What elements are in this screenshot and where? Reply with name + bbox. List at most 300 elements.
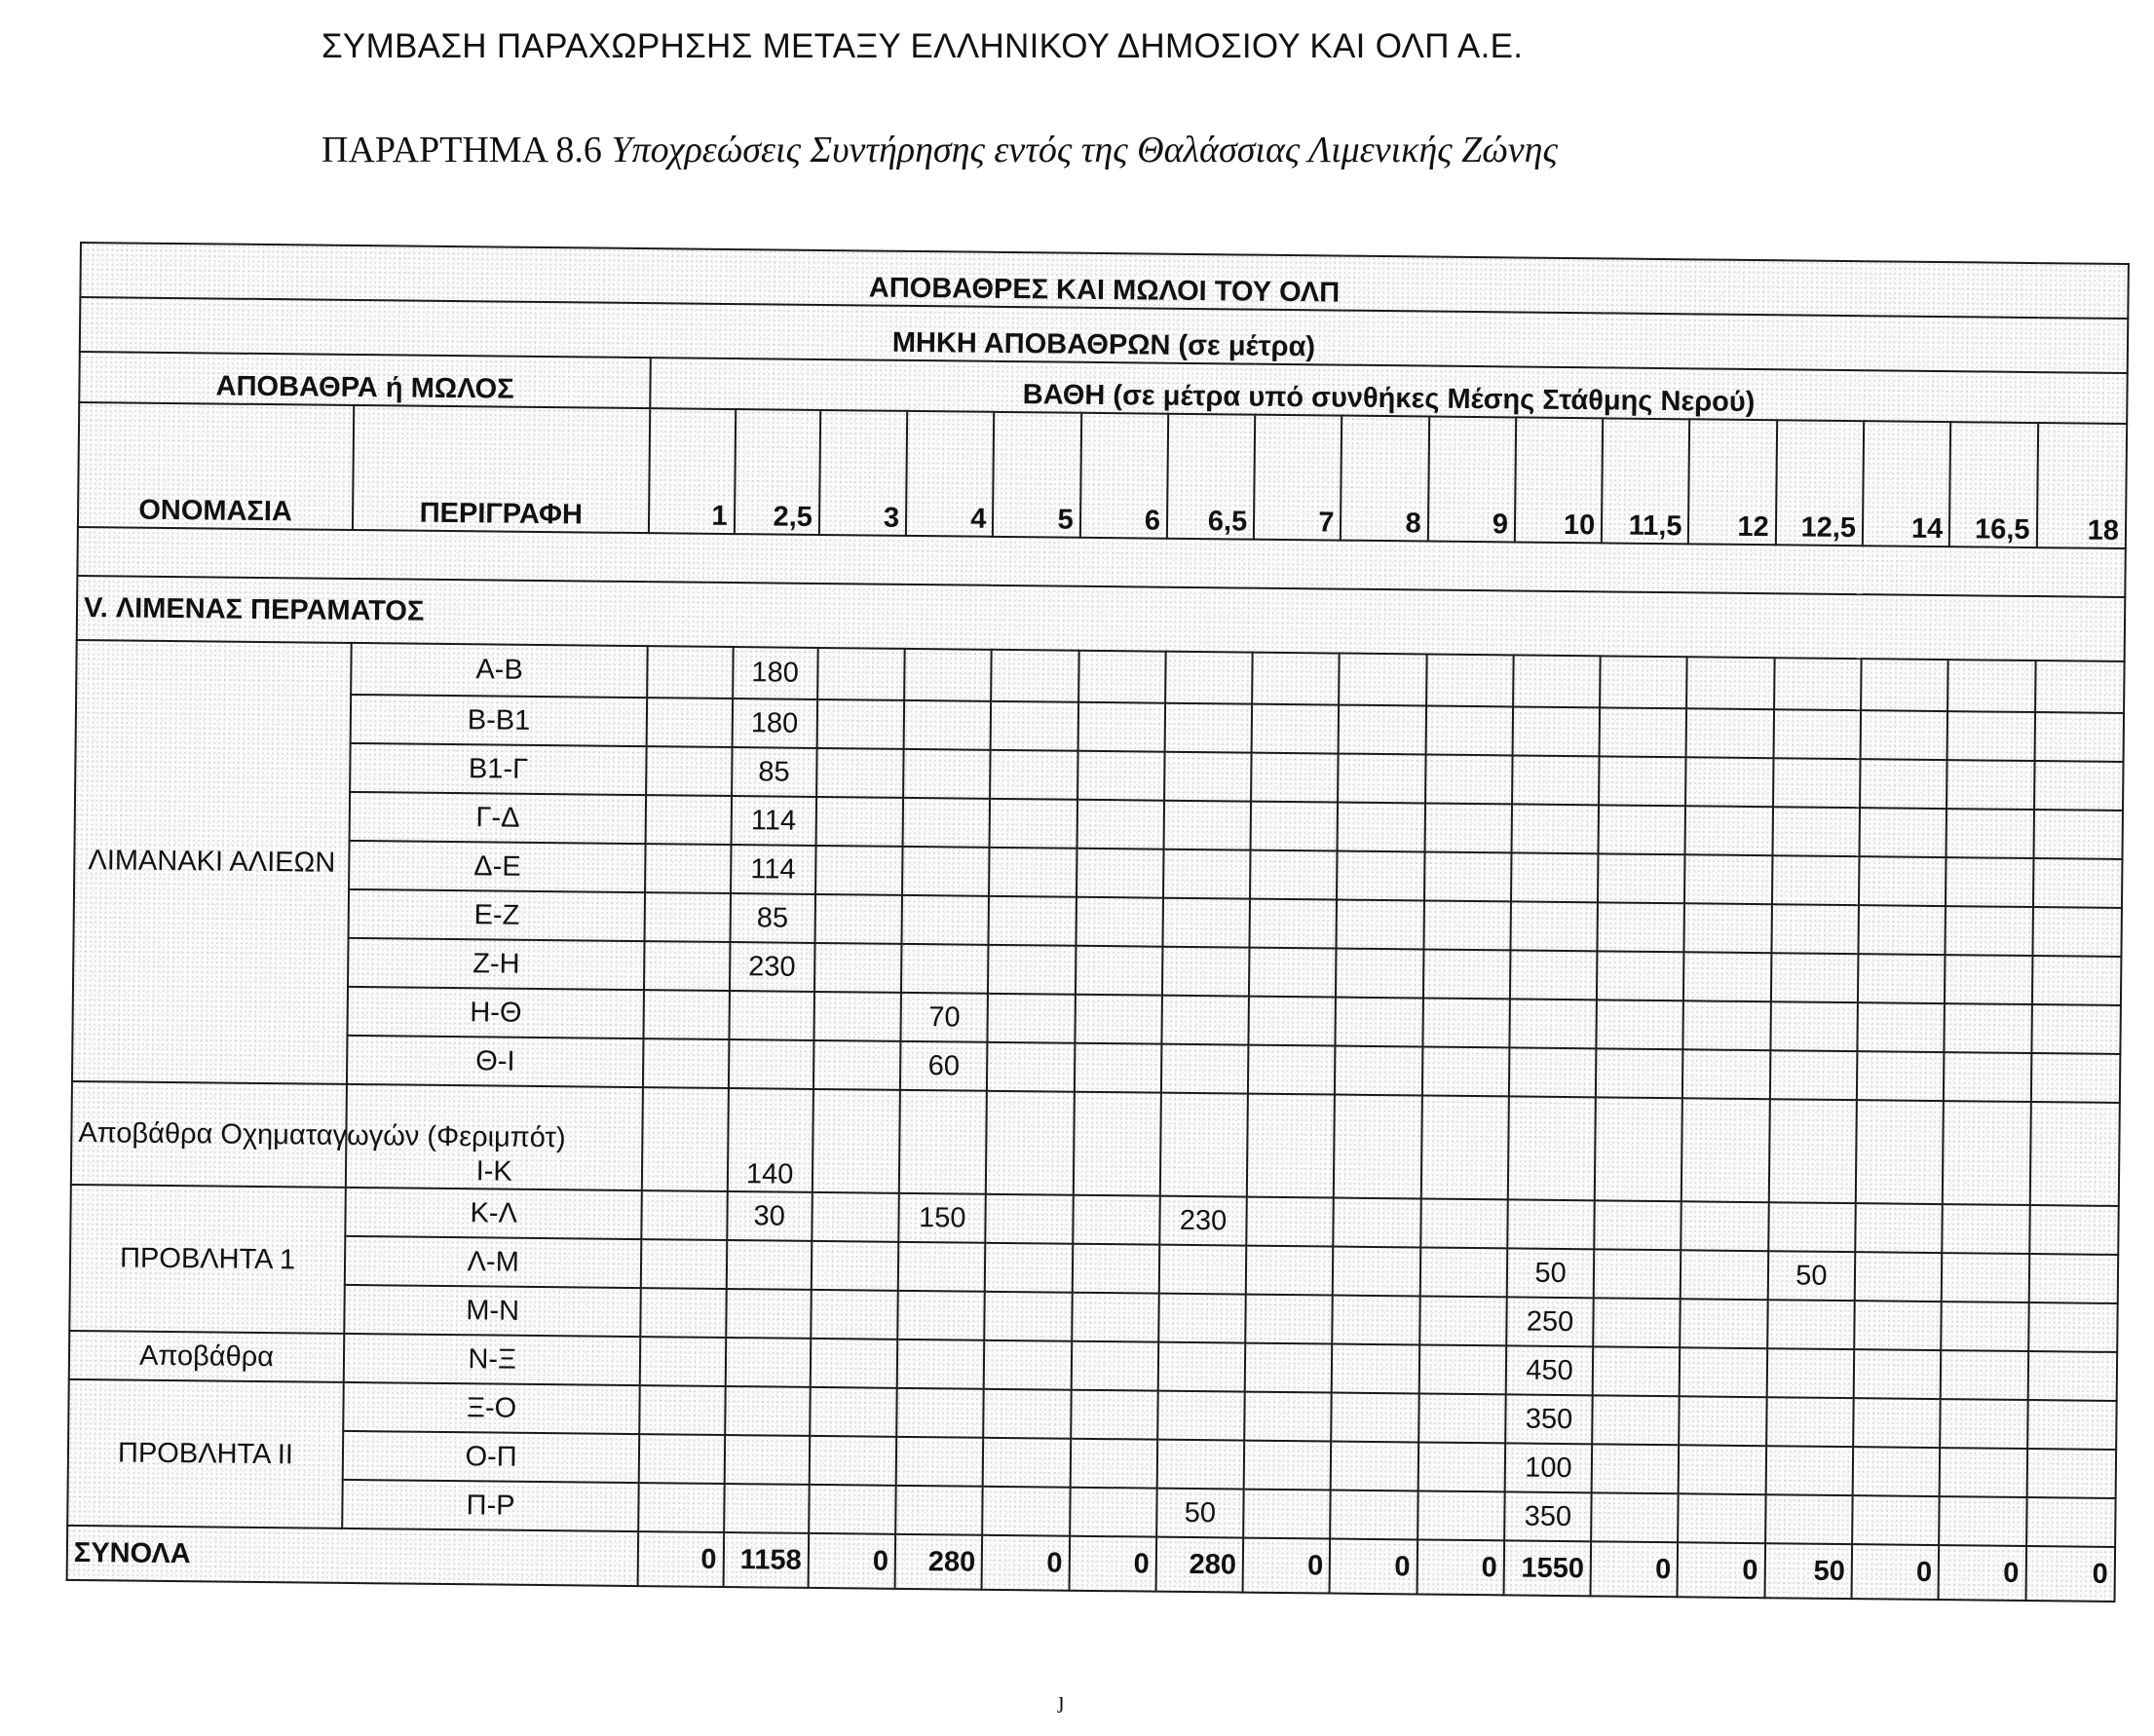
length-cell [1766, 1397, 1854, 1447]
annex-label: ΠΑΡΑΡΤΗΜΑ 8.6 [321, 130, 602, 170]
berth-segment: Λ-Μ [345, 1236, 642, 1288]
length-cell [814, 894, 902, 944]
length-cell [896, 1437, 984, 1487]
length-cell [1685, 757, 1773, 807]
length-cell [2030, 1053, 2120, 1103]
length-cell [897, 1340, 985, 1389]
berth-segment: Β-Β1 [351, 695, 648, 746]
length-cell [725, 1386, 811, 1436]
length-cell [1508, 1096, 1596, 1200]
berth-segment: Γ-Δ [350, 792, 647, 844]
length-cell [1424, 803, 1512, 852]
depth-header-cell: 12,5 [1776, 420, 1865, 546]
length-cell [1681, 1250, 1768, 1300]
length-cell [640, 1337, 726, 1386]
length-cell [1686, 708, 1774, 758]
berth-name: ΛΙΜΑΝΑΚΙ ΑΛΙΕΩΝ [72, 640, 352, 1084]
length-cell [1334, 1198, 1421, 1248]
total-cell: 280 [1155, 1537, 1243, 1593]
length-cell [1768, 1202, 1856, 1252]
total-cell: 0 [1591, 1541, 1679, 1597]
berth-name: Αποβάθρα Οχηματαγωγών (Φεριμπότ) [71, 1081, 347, 1188]
length-cell [811, 1339, 898, 1388]
length-cell [903, 749, 991, 799]
length-cell [1509, 999, 1597, 1048]
length-cell [644, 990, 730, 1039]
length-cell [1419, 1247, 1507, 1297]
length-cell [1858, 954, 1946, 1003]
length-cell [1076, 946, 1163, 996]
length-cell [812, 1241, 899, 1291]
length-cell [817, 648, 905, 700]
depth-header-cell: 16,5 [1949, 422, 2038, 547]
berth-segment: Ν-Ξ [344, 1334, 641, 1385]
length-cell [1338, 803, 1425, 852]
length-cell [1162, 898, 1250, 948]
length-cell: 230 [1159, 1196, 1247, 1246]
length-cell [986, 1194, 1074, 1244]
depth-header-cell: 4 [906, 411, 995, 537]
length-cell [1512, 706, 1600, 756]
length-cell [724, 1484, 810, 1533]
length-cell [812, 1089, 900, 1193]
length-cell [1251, 753, 1339, 803]
length-cell [1070, 1488, 1157, 1537]
length-cell [2033, 810, 2123, 859]
length-cell [1939, 1496, 2026, 1546]
length-cell [1600, 707, 1687, 757]
length-cell [1163, 849, 1251, 899]
length-cell [1076, 897, 1163, 947]
berth-name: ΠΡΟΒΛΗΤΑ II [67, 1379, 344, 1528]
length-cell [1854, 1301, 1942, 1350]
length-cell [1331, 1442, 1418, 1491]
berth-segment: Ζ-Η [348, 938, 645, 990]
length-cell [1861, 659, 1948, 711]
length-cell [2026, 1449, 2116, 1498]
length-cell [813, 1040, 901, 1090]
length-cell [1946, 760, 2034, 810]
length-cell [639, 1434, 725, 1484]
total-cell: 1550 [1503, 1540, 1591, 1596]
length-cell [987, 1042, 1075, 1092]
length-cell [1244, 1392, 1332, 1442]
length-cell [1855, 1252, 1943, 1302]
length-cell: 50 [1767, 1251, 1855, 1301]
length-cell [1338, 754, 1425, 804]
length-cell [1513, 655, 1601, 707]
length-cell [1161, 1044, 1249, 1094]
length-cell [1597, 951, 1684, 1000]
berth-segment: Β1-Γ [350, 743, 647, 795]
length-cell: 70 [901, 993, 989, 1042]
length-cell [986, 1091, 1074, 1195]
length-cell [1772, 807, 1860, 856]
length-cell [646, 746, 732, 796]
length-cell [989, 848, 1077, 897]
depth-header-cell: 1 [649, 408, 736, 534]
length-cell [1243, 1490, 1331, 1539]
length-cell [1419, 1296, 1507, 1345]
length-cell [1855, 1203, 1943, 1253]
length-cell [1510, 901, 1598, 951]
length-cell [1858, 905, 1946, 955]
length-cell [1773, 758, 1861, 808]
length-cell [1335, 1046, 1422, 1096]
length-cell [1250, 850, 1338, 900]
length-cell [1246, 1197, 1334, 1247]
length-cell [1337, 851, 1424, 901]
length-cell [643, 1038, 729, 1088]
length-cell [901, 944, 989, 994]
length-cell [1244, 1441, 1332, 1491]
length-cell [1598, 853, 1685, 903]
length-cell [642, 1190, 728, 1240]
length-cell [1249, 997, 1337, 1046]
length-cell [815, 846, 903, 895]
section-title: V. ΛΙΜΕΝΑΣ ΠΕΡΑΜΑΤΟΣ [77, 576, 2126, 661]
length-cell: 180 [732, 698, 817, 748]
berth-segment: Α-Β [351, 643, 648, 698]
length-cell [1159, 1245, 1247, 1295]
length-cell [1772, 855, 1860, 905]
berth-name: Αποβάθρα [69, 1331, 345, 1382]
length-cell [1249, 948, 1337, 998]
length-cell [1946, 906, 2033, 956]
length-cell: 114 [731, 845, 816, 894]
length-cell [724, 1435, 810, 1485]
length-cell [1072, 1244, 1159, 1294]
length-cell [1771, 904, 1859, 954]
berth-segment: Μ-Ν [344, 1285, 641, 1337]
total-cell: 0 [1243, 1538, 1331, 1594]
length-cell [1944, 1052, 2031, 1102]
length-cell [1596, 1048, 1683, 1098]
length-cell [816, 748, 904, 798]
depth-header-cell: 3 [819, 410, 908, 536]
length-cell [1945, 1003, 2032, 1053]
length-cell [1339, 654, 1426, 706]
length-cell [984, 1389, 1072, 1439]
length-cell [1162, 947, 1250, 997]
length-cell [1597, 1000, 1684, 1049]
length-cell [1683, 952, 1771, 1001]
length-cell [642, 1087, 728, 1191]
length-cell [1685, 806, 1773, 855]
berth-group-header: ΑΠΟΒΑΘΡΑ ή ΜΩΛΟΣ [79, 352, 651, 408]
length-cell [1333, 1247, 1420, 1297]
length-cell: 50 [1156, 1489, 1244, 1538]
length-cell [1425, 754, 1513, 804]
length-cell [1425, 705, 1513, 755]
berth-segment: Ε-Ζ [349, 889, 646, 941]
length-cell [984, 1340, 1072, 1390]
length-cell [904, 700, 992, 750]
total-cell: 0 [1417, 1539, 1504, 1595]
table-title: ΑΠΟΒΑΘΡΕΣ ΚΑΙ ΜΩΛΟΙ ΤΟΥ ΟΛΠ [80, 243, 2128, 319]
length-cell [1420, 1095, 1508, 1199]
length-cell [646, 795, 732, 845]
length-cell [895, 1486, 983, 1535]
length-cell [1766, 1348, 1854, 1398]
length-cell [1077, 849, 1164, 898]
footer-mark: ȷ [1058, 1688, 1065, 1714]
length-cell [1859, 808, 1946, 857]
length-cell [1417, 1491, 1505, 1540]
length-cell [2029, 1102, 2120, 1206]
length-cell [1947, 660, 2035, 712]
length-cell [811, 1290, 898, 1340]
length-cell [1859, 856, 1946, 906]
length-cell [640, 1385, 726, 1435]
column-header-row [78, 402, 2127, 548]
length-cell: 114 [731, 796, 816, 846]
length-cell [1595, 1097, 1682, 1201]
length-cell [985, 1292, 1073, 1341]
length-cell [1073, 1092, 1160, 1196]
length-cell: 140 [727, 1088, 812, 1192]
berth-segment: Θ-Ι [347, 1036, 644, 1087]
length-cell [990, 799, 1077, 849]
total-cell: 50 [1764, 1543, 1852, 1599]
length-cell [1418, 1344, 1506, 1394]
length-cell [1252, 704, 1340, 754]
length-cell [1770, 1050, 1858, 1100]
depth-header-cell: 2,5 [734, 409, 820, 535]
length-cell [1860, 759, 1947, 809]
length-cell [1163, 801, 1251, 850]
length-cell [1424, 851, 1512, 901]
length-cell: 230 [730, 942, 815, 992]
length-cell [1687, 657, 1775, 709]
length-cell [1078, 651, 1166, 703]
berth-segment: Π-Ρ [342, 1480, 639, 1531]
depth-header-cell: 14 [1863, 421, 1951, 547]
length-cell [1423, 900, 1511, 950]
length-cell [726, 1289, 812, 1339]
length-cell [1511, 804, 1599, 853]
annex-title: Υποχρεώσεις Συντήρησης εντός της Θαλάσσιας Λιμενικής Ζώνης [611, 130, 1558, 170]
length-cell [645, 844, 731, 893]
length-cell [1679, 1445, 1766, 1494]
length-cell [1940, 1448, 2027, 1497]
length-cell: 85 [730, 893, 815, 943]
length-cell [1773, 709, 1861, 759]
col-header-name: ΟΝΟΜΑΣΙΑ [78, 402, 354, 530]
length-cell [1594, 1200, 1682, 1250]
length-cell [1857, 1002, 1945, 1052]
length-cell: 450 [1506, 1345, 1594, 1395]
length-cell [1334, 1095, 1421, 1199]
berth-name: ΠΡΟΒΛΗΤΑ 1 [69, 1185, 346, 1334]
length-cell [1680, 1347, 1767, 1397]
totals-label: ΣΥΝΟΛΑ [67, 1526, 639, 1586]
depth-header-cell: 6,5 [1167, 414, 1256, 540]
length-cell [729, 991, 814, 1040]
col-header-desc: ΠΕΡΙΓΡΑΦΗ [353, 405, 651, 533]
length-cell [1077, 702, 1165, 752]
total-cell: 1158 [723, 1532, 809, 1588]
length-cell [1682, 1098, 1769, 1202]
maintenance-table-sheet [65, 242, 2130, 1698]
length-cell [1679, 1493, 1766, 1543]
total-cell: 0 [1330, 1539, 1417, 1595]
length-cell [647, 646, 733, 698]
length-cell [2031, 1004, 2121, 1054]
length-cell [1593, 1298, 1681, 1347]
berth-segment: Ι-Κ [346, 1084, 643, 1190]
length-cell [1161, 996, 1249, 1045]
length-cell [1682, 1201, 1769, 1251]
length-cell [647, 698, 733, 747]
length-cell [814, 943, 902, 993]
length-cell [1420, 1198, 1508, 1248]
length-cell [726, 1240, 812, 1290]
length-cell [982, 1487, 1070, 1536]
length-cell [1769, 1099, 1857, 1203]
length-cell [1071, 1341, 1158, 1391]
length-cell [1160, 1093, 1248, 1197]
length-cell [1943, 1101, 2030, 1205]
depth-header-cell: 9 [1428, 417, 1517, 543]
length-cell [1070, 1439, 1157, 1489]
length-cell [1332, 1393, 1419, 1443]
length-cell [639, 1483, 725, 1532]
length-cell [1853, 1447, 1941, 1496]
length-cell [1250, 899, 1338, 949]
length-cell [991, 650, 1078, 702]
length-cell [1942, 1253, 2029, 1302]
length-cell [1599, 756, 1686, 806]
length-cell [1946, 857, 2033, 907]
length-cell [1164, 703, 1252, 753]
annex-heading [321, 129, 1558, 171]
depth-header-cell: 5 [993, 412, 1081, 538]
length-cell [2028, 1302, 2118, 1352]
length-cell [2034, 712, 2124, 762]
length-cell [645, 892, 731, 942]
length-cell [2027, 1400, 2117, 1450]
length-cell [1682, 1049, 1770, 1099]
total-cell: 0 [2025, 1546, 2115, 1602]
length-cell [1510, 950, 1598, 1000]
length-cell [809, 1436, 896, 1486]
length-cell [1252, 653, 1340, 705]
length-cell [1945, 955, 2032, 1004]
length-cell [1157, 1391, 1245, 1441]
length-cell [812, 1192, 899, 1242]
total-cell: 0 [808, 1533, 895, 1589]
length-cell: 350 [1504, 1491, 1592, 1541]
length-cell [1511, 852, 1599, 902]
length-cell [1337, 900, 1424, 950]
length-cell [1333, 1296, 1420, 1345]
length-cell [644, 941, 730, 991]
length-cell [2034, 761, 2124, 811]
length-cell [1075, 1043, 1162, 1093]
contract-title: ΣΥΜΒΑΣΗ ΠΑΡΑΧΩΡΗΣΗΣ ΜΕΤΑΞΥ ΕΛΛΗΝΙΚΟΥ ΔΗΜΟΣΙΟΥ ΚΑΙ ΟΛΠ Α.Ε. [321, 27, 1524, 65]
length-cell [1071, 1390, 1158, 1440]
length-cell [1422, 1046, 1510, 1096]
length-cell [1077, 751, 1165, 801]
length-cell [902, 847, 990, 896]
total-cell: 0 [1678, 1542, 1765, 1598]
length-cell: 60 [900, 1041, 988, 1091]
length-cell [816, 699, 904, 749]
length-cell [2029, 1205, 2119, 1255]
length-cell [1073, 1195, 1160, 1245]
length-cell [902, 895, 990, 945]
depth-header: ΒΑΘΗ (σε μέτρα υπό συνθήκες Μέσης Στάθμης Νερού) [651, 358, 2128, 424]
length-cell [1245, 1295, 1333, 1344]
length-cell [1765, 1446, 1853, 1495]
length-cell [1771, 953, 1859, 1002]
length-cell [1946, 809, 2034, 858]
length-cell [1157, 1440, 1245, 1490]
length-cell [815, 797, 903, 847]
length-cell [1247, 1094, 1335, 1198]
table-subtitle: ΜΗΚΗ ΑΠΟΒΑΘΡΩΝ (σε μέτρα) [80, 297, 2128, 373]
length-cell [1856, 1100, 1944, 1204]
length-cell [1681, 1299, 1768, 1348]
length-cell [1423, 949, 1511, 999]
length-cell [898, 1242, 986, 1292]
length-cell [1765, 1494, 1853, 1544]
length-cell [1426, 654, 1514, 706]
length-cell [2027, 1351, 2117, 1401]
total-cell: 280 [895, 1534, 983, 1590]
length-cell [809, 1485, 896, 1534]
length-cell [1507, 1199, 1595, 1249]
length-cell [1418, 1393, 1506, 1443]
length-cell [983, 1438, 1071, 1488]
length-cell [1947, 711, 2035, 761]
length-cell [991, 701, 1078, 751]
length-cell [1336, 949, 1423, 999]
total-cell: 0 [1939, 1545, 2026, 1601]
depth-header-cell: 11,5 [1602, 418, 1690, 544]
length-cell [1592, 1444, 1680, 1493]
length-cell [988, 945, 1076, 995]
length-cell [1684, 854, 1772, 904]
length-cell [1861, 710, 1948, 760]
length-cell [1332, 1344, 1419, 1394]
length-cell [904, 649, 992, 701]
length-cell [2032, 907, 2122, 957]
length-cell [1422, 998, 1510, 1047]
length-cell [1417, 1442, 1505, 1491]
berth-segment: Ξ-Ο [343, 1382, 640, 1434]
length-cell: 85 [732, 747, 817, 797]
length-cell [897, 1291, 985, 1340]
length-cell [1941, 1302, 2028, 1351]
length-cell: 350 [1505, 1394, 1593, 1444]
length-cell [1591, 1492, 1679, 1542]
length-cell [1509, 1047, 1597, 1097]
length-cell [1767, 1300, 1855, 1349]
length-cell [1075, 995, 1162, 1044]
length-cell: 150 [898, 1193, 986, 1243]
length-cell [2026, 1497, 2116, 1547]
length-cell [1331, 1491, 1418, 1540]
length-cell [1854, 1349, 1942, 1399]
depth-header-cell: 10 [1515, 417, 1604, 543]
length-cell [1077, 800, 1164, 849]
length-cell [1598, 902, 1685, 952]
length-cell [1592, 1395, 1680, 1445]
length-cell [988, 994, 1076, 1043]
depth-header-cell: 12 [1688, 419, 1777, 545]
